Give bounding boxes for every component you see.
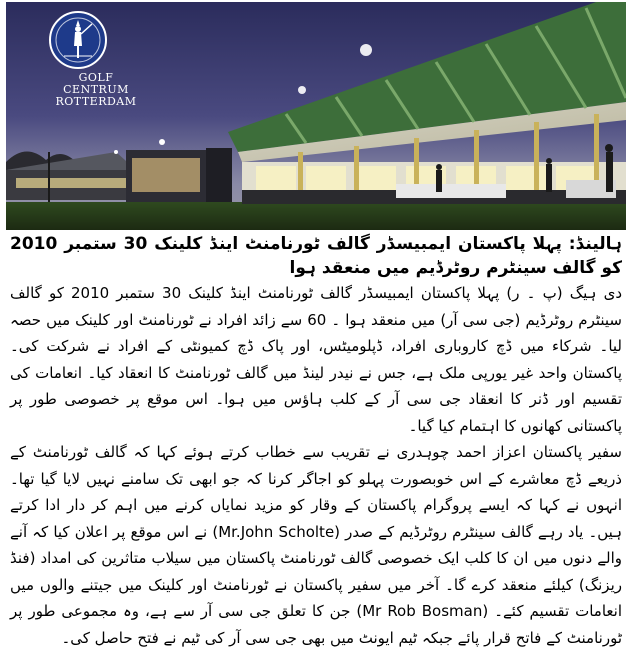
logo-line-rotterdam: ROTTERDAM	[55, 95, 137, 108]
golf-centrum-logo	[48, 10, 144, 128]
logo-line-golf: GOLF	[78, 71, 114, 84]
article-paragraph-2: سفیر پاکستان اعزاز احمد چوہدری نے تقریب سے خطاب کرتے ہوئے کہا کہ گالف ٹورنامنٹ کے ذریعے ڈچ معاشرے کے اس خوبصورت پہلو کو اجاگر کرنا کہ جو ابھی تک سامنے نہیں لایا گیا تھا۔ انہوں نے کہا کہ ایسے پروگرام پاکستان کے وقار کو مزید نمایاں کرنے میں اہم کر دار ادا کرتے ہیں۔ یاد رہے گالف سینٹرم روٹرڈیم کے صدر (Mr.John Scholte) نے اس موقع پر اعلان کیا کہ آنے والے دنوں میں ان کا کلب ایک خصوصی گالف ٹورنامنٹ پاکستان میں سیلاب متاثرین کی امداد (فنڈ ریزنگ) کیلئے منعقد کرے گا۔ آخر میں سفیر پاکستان نے ٹورنامنٹ اور کلینک میں جیتنے والوں میں انعامات تقسیم کئے۔ (Mr Rob Bosman) جن کا تعلق جی سی آر سے ہے، وہ مجموعی طور پر ٹورنامنٹ کے فاتح قرار پائے جبکہ ٹیم ایونٹ میں بھی جی سی آر کی ٹیم نے فتح حاصل کی۔	[10, 443, 622, 647]
logo-wordmark	[48, 72, 144, 108]
golf-range-photo	[6, 2, 626, 230]
golfer-emblem-icon	[66, 10, 126, 70]
news-article	[6, 232, 626, 647]
article-paragraph-1: دی ہیگ (پ ۔ ر) پہلا پاکستان ایمبیسڈر گالف ٹورنامنٹ اینڈ کلینک 30 ستمبر 2010 کو گالف سینٹرم روٹرڈیم (جی سی آر) میں منعقد ہوا ۔ 60 سے زائد افراد نے ٹورنامنٹ اور کلینک میں حصہ لیا۔ شرکاء میں ڈچ کاروباری افراد، ڈپلومیٹس، اور پاک ڈچ کمیونٹی کے افراد نے شرکت کی۔ پاکستان واحد غیر یورپی ملک ہے، جس نے نیدر لینڈ میں گالف ٹورنامنٹ کا انعقاد کیا۔ انعامات کی تقسیم اور ڈنر کا انعقاد جی سی آر کے کلب ہاؤس میں ہوا۔ اس موقع پر خصوصی طور پر پاکستانی کھانوں کا اہتمام کیا گیا۔	[10, 284, 623, 435]
article-headline: ہالینڈ: پہلا پاکستان ایمبیسڈر گالف ٹورنامنٹ اینڈ کلینک 30 ستمبر 2010 کو گالف سینٹرم روٹرڈیم میں منعقد ہوا	[10, 234, 623, 278]
logo-line-centrum: CENTRUM	[63, 83, 129, 96]
